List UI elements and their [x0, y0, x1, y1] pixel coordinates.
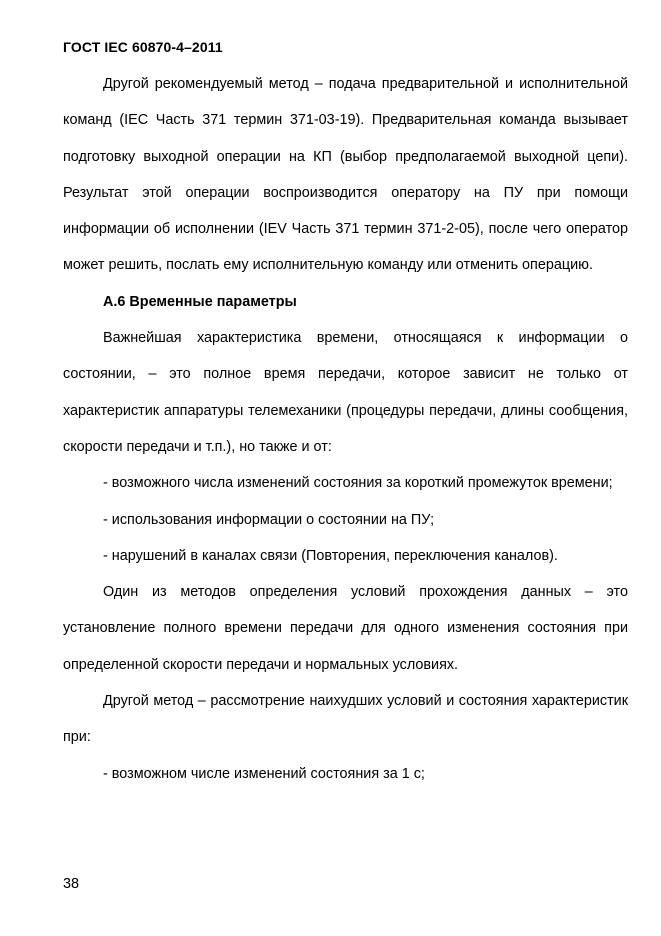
page-number: 38 [63, 876, 80, 892]
list-item-channel-faults: - нарушений в каналах связи (Повторения, переключения каналов). [103, 547, 558, 564]
paragraph-method-two: Другой метод – рассмотрение наихудших условий и состояния характеристик при: [63, 693, 628, 746]
list-item-state-info-usage: - использования информации о состоянии на ПУ; [103, 511, 435, 528]
list-item-changes-per-second: - возможном числе изменений состояния за 1 с; [103, 765, 425, 782]
list-item-state-changes: - возможного числа изменений состояния за короткий промежуток времени; [103, 475, 613, 492]
section-heading: А.6 Временные параметры [103, 293, 297, 310]
document-header: ГОСТ IEC 60870-4–2011 [63, 39, 223, 55]
paragraph-preliminary-command: Другой рекомендуемый метод – подача предварительной и исполнительной команд (IEC Часть 371 термин 371-03-19). Предварительная команда вызывает подготовку выходной операции на КП (выбор предполагаемой выходной цепи). Результат этой операции воспроизводится оператору на ПУ при помощи информации об исполнении (IEV Часть 371 термин 371-2-05), после чего оператор может решить, послать ему исполнительную команду или отменить операцию. [63, 76, 628, 274]
paragraph-time-characteristic: Важнейшая характеристика времени, относящаяся к информации о состоянии, – это полное время передачи, которое зависит не только от характеристик аппаратуры телемеханики (процедуры передачи, длины сообщения, скорости передачи и т.п.), но также и от: [63, 330, 628, 455]
document-body [63, 66, 628, 792]
paragraph-method-one: Один из методов определения условий прохождения данных – это установление полного времени передачи для одного изменения состояния при определенной скорости передачи и нормальных условиях. [63, 584, 628, 673]
